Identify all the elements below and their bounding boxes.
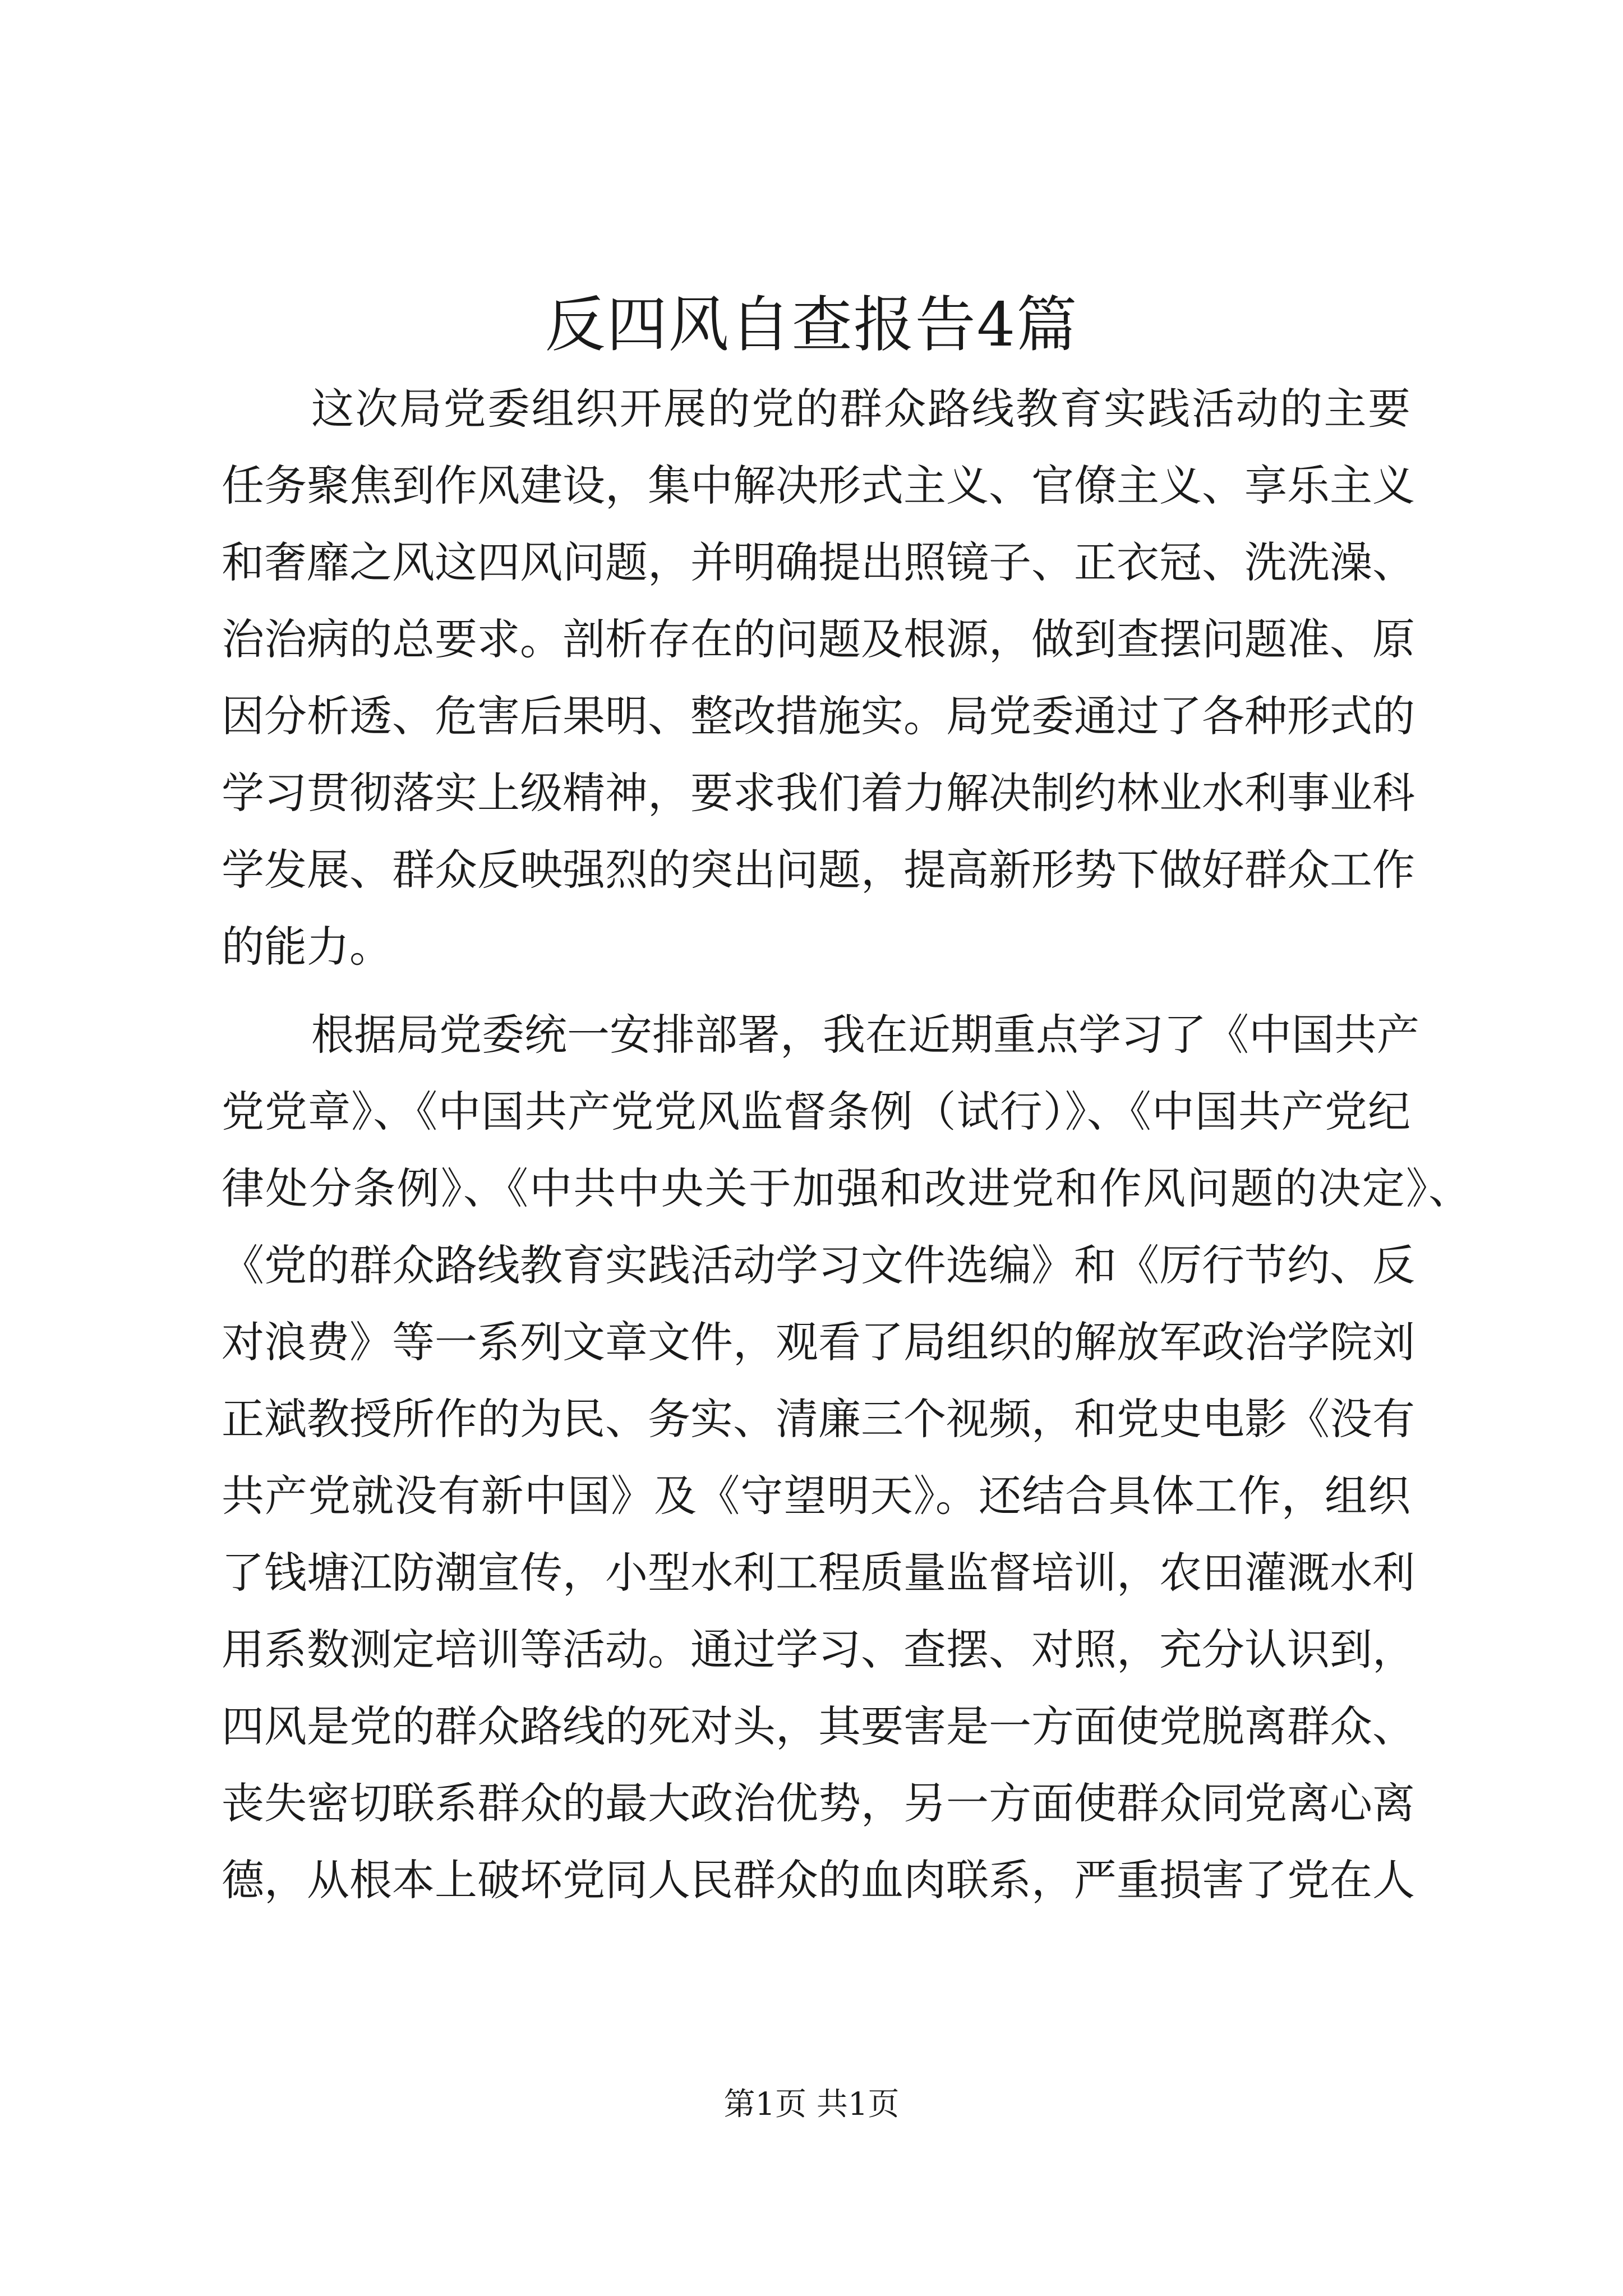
text-line: 《党的群众路线教育实践活动学习文件选编》和《厉行节约、反: [222, 1240, 1415, 1290]
text-line: 律处分条例》、《中共中央关于加强和改进党和作风问题的决定》、: [222, 1163, 1471, 1213]
text-line: 四风是党的群众路线的死对头，其要害是一方面使党脱离群众、: [222, 1701, 1415, 1751]
document-body: [222, 370, 1471, 1918]
document-title: 反四风自查报告4篇: [545, 290, 1078, 360]
paragraph-2: [222, 996, 1471, 1918]
text-line: 了钱塘江防潮宣传，小型水利工程质量监督培训，农田灌溉水利: [222, 1548, 1415, 1598]
text-line: 学习贯彻落实上级精神，要求我们着力解决制约林业水利事业科: [222, 768, 1415, 818]
paragraph-1: [222, 370, 1415, 985]
text-line: 任务聚焦到作风建设，集中解决形式主义、官僚主义、享乐主义: [222, 461, 1415, 510]
text-line: 治治病的总要求。剖析存在的问题及根源，做到查摆问题准、原: [222, 614, 1415, 664]
text-line: 这次局党委组织开展的党的群众路线教育实践活动的主要: [311, 384, 1410, 434]
text-line: 党党章》、《中国共产党党风监督条例（试行）》、《中国共产党纪: [222, 1087, 1410, 1137]
text-line: 的能力。: [222, 922, 392, 972]
text-line: 用系数测定培训等活动。通过学习、查摆、对照，充分认识到，: [222, 1625, 1415, 1674]
text-line: 对浪费》等一系列文章文件，观看了局组织的解放军政治学院刘: [222, 1317, 1415, 1367]
text-line: 共产党就没有新中国》及《守望明天》。还结合具体工作，组织: [222, 1471, 1410, 1521]
text-line: 因分析透、危害后果明、整改措施实。局党委通过了各种形式的: [222, 691, 1415, 741]
text-line: 学发展、群众反映强烈的突出问题，提高新形势下做好群众工作: [222, 845, 1415, 895]
text-line: 正斌教授所作的为民、务实、清廉三个视频，和党史电影《没有: [222, 1394, 1415, 1444]
page-footer: 第1页 共1页: [723, 2086, 900, 2123]
text-line: 德，从根本上破坏党同人民群众的血肉联系，严重损害了党在人: [222, 1855, 1415, 1905]
text-line: 根据局党委统一安排部署，我在近期重点学习了《中国共产: [311, 1010, 1419, 1060]
text-line: 丧失密切联系群众的最大政治优势，另一方面使群众同党离心离: [222, 1778, 1415, 1828]
text-line: 和奢靡之风这四风问题，并明确提出照镜子、正衣冠、洗洗澡、: [222, 537, 1415, 587]
